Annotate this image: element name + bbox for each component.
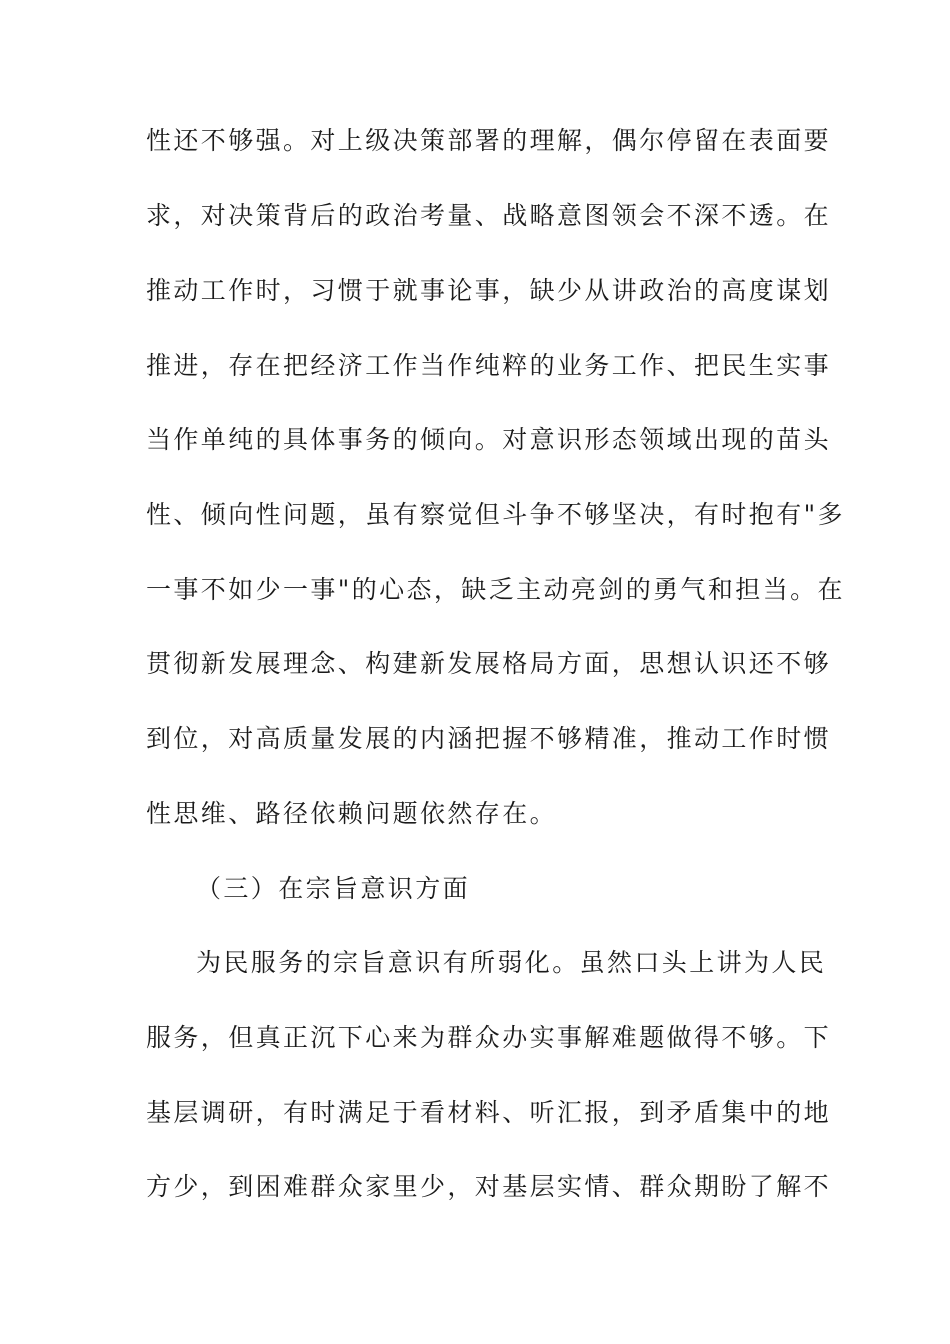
text-line: 一事不如少一事"的心态，缺乏主动亮剑的勇气和担当。在	[146, 575, 845, 604]
text-line: 性、倾向性问题，虽有察觉但斗争不够坚决，有时抱有"多	[146, 500, 845, 529]
text-line: 基层调研，有时满足于看材料、听汇报，到矛盾集中的地	[146, 1098, 832, 1127]
section-heading: （三）在宗旨意识方面	[196, 874, 471, 903]
text-line: 求，对决策背后的政治考量、战略意图领会不深不透。在	[146, 201, 832, 230]
text-line: 服务，但真正沉下心来为群众办实事解难题做得不够。下	[146, 1023, 832, 1052]
text-line: 到位，对高质量发展的内涵把握不够精准，推动工作时惯	[146, 724, 832, 753]
text-line: 方少，到困难群众家里少，对基层实情、群众期盼了解不	[146, 1172, 832, 1201]
text-line: 推动工作时，习惯于就事论事，缺少从讲政治的高度谋划	[146, 276, 832, 305]
text-line: 当作单纯的具体事务的倾向。对意识形态领域出现的苗头	[146, 425, 832, 454]
text-line: 推进，存在把经济工作当作纯粹的业务工作、把民生实事	[146, 351, 832, 380]
text-line: 为民服务的宗旨意识有所弱化。虽然口头上讲为人民	[196, 948, 827, 977]
text-line: 性还不够强。对上级决策部署的理解，偶尔停留在表面要	[146, 126, 832, 155]
text-line: 性思维、路径依赖问题依然存在。	[146, 799, 558, 828]
text-line: 贯彻新发展理念、构建新发展格局方面，思想认识还不够	[146, 649, 832, 678]
